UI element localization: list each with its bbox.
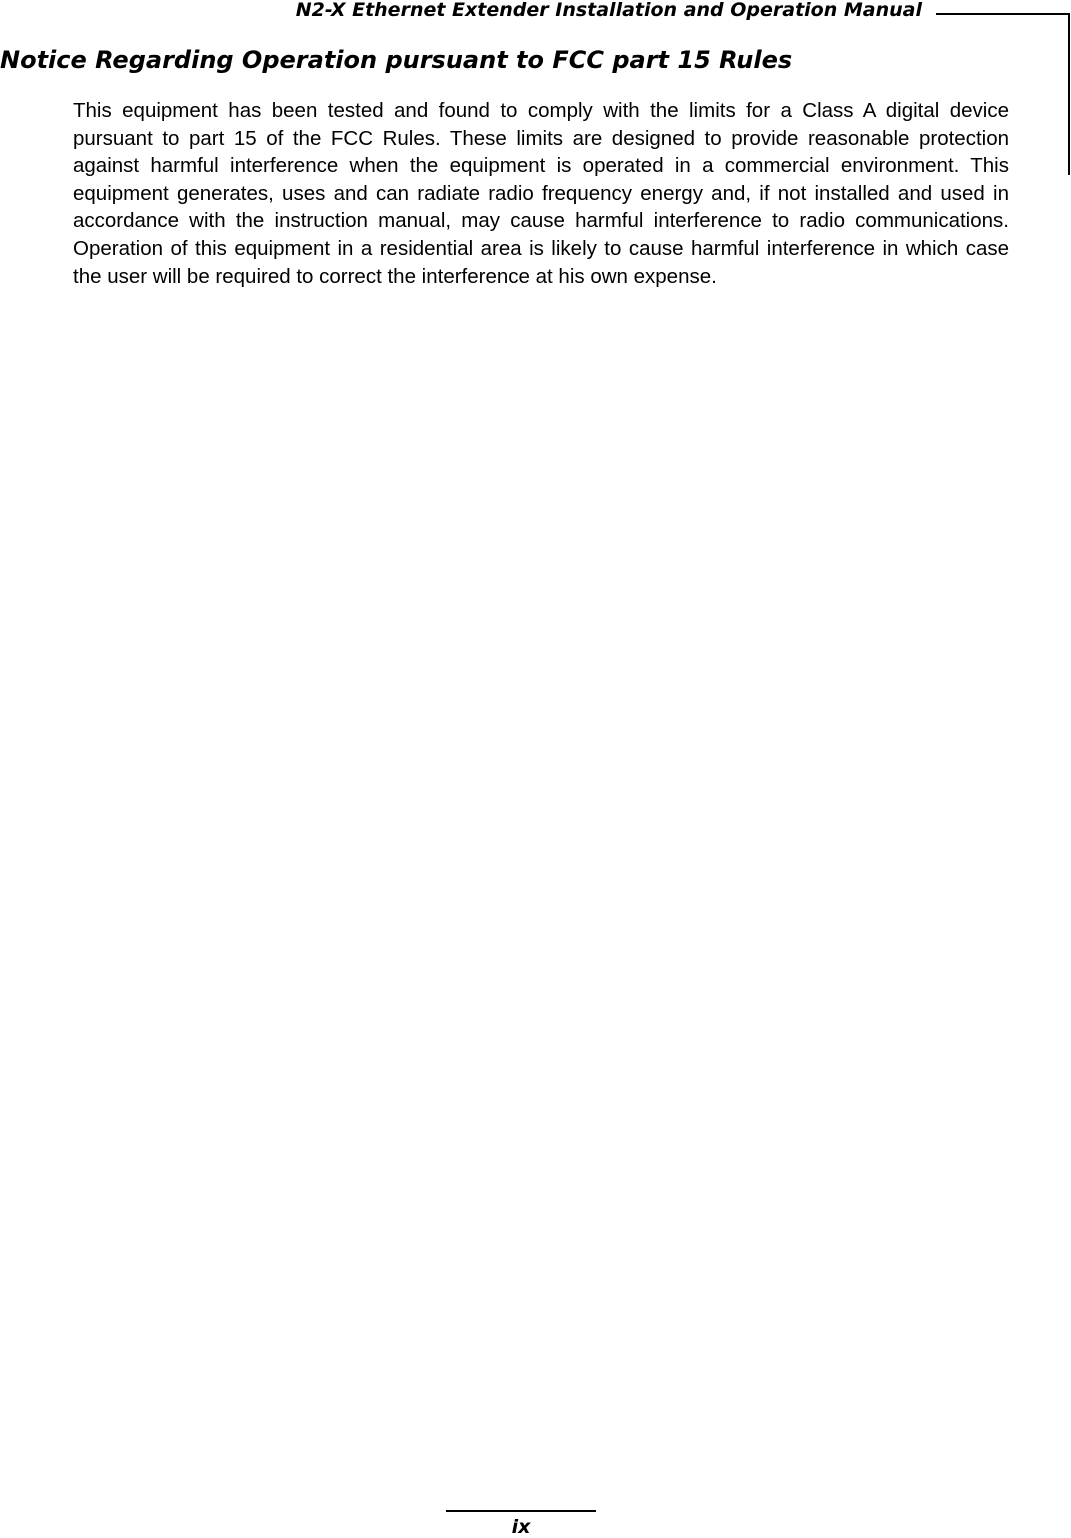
header-corner-rule — [1068, 13, 1070, 175]
section-title: Notice Regarding Operation pursuant to FCC part 15 Rules — [0, 46, 793, 74]
fcc-notice-paragraph: This equipment has been tested and found to comply with the limits for a Class A digital device pursuant to part 15 of the FCC Rules. These limits are designed to provide reasonable protection against harmful interference when the equipment is operated in a commercial environment. This equipment generates, uses and can radiate radio frequency energy and, if not installed and used in accordance with the instruction manual, may cause harmful interference to radio communications. Operation of this equipment in a residential area is likely to cause harmful interference in which case the user will be required to correct the interference at his own expense. — [73, 99, 1009, 288]
page-number: ix — [511, 1516, 531, 1538]
running-header-title: N2-X Ethernet Extender Installation and Operation Manual — [295, 0, 922, 21]
footer-rule — [446, 1510, 596, 1512]
header-rule — [936, 13, 1070, 15]
